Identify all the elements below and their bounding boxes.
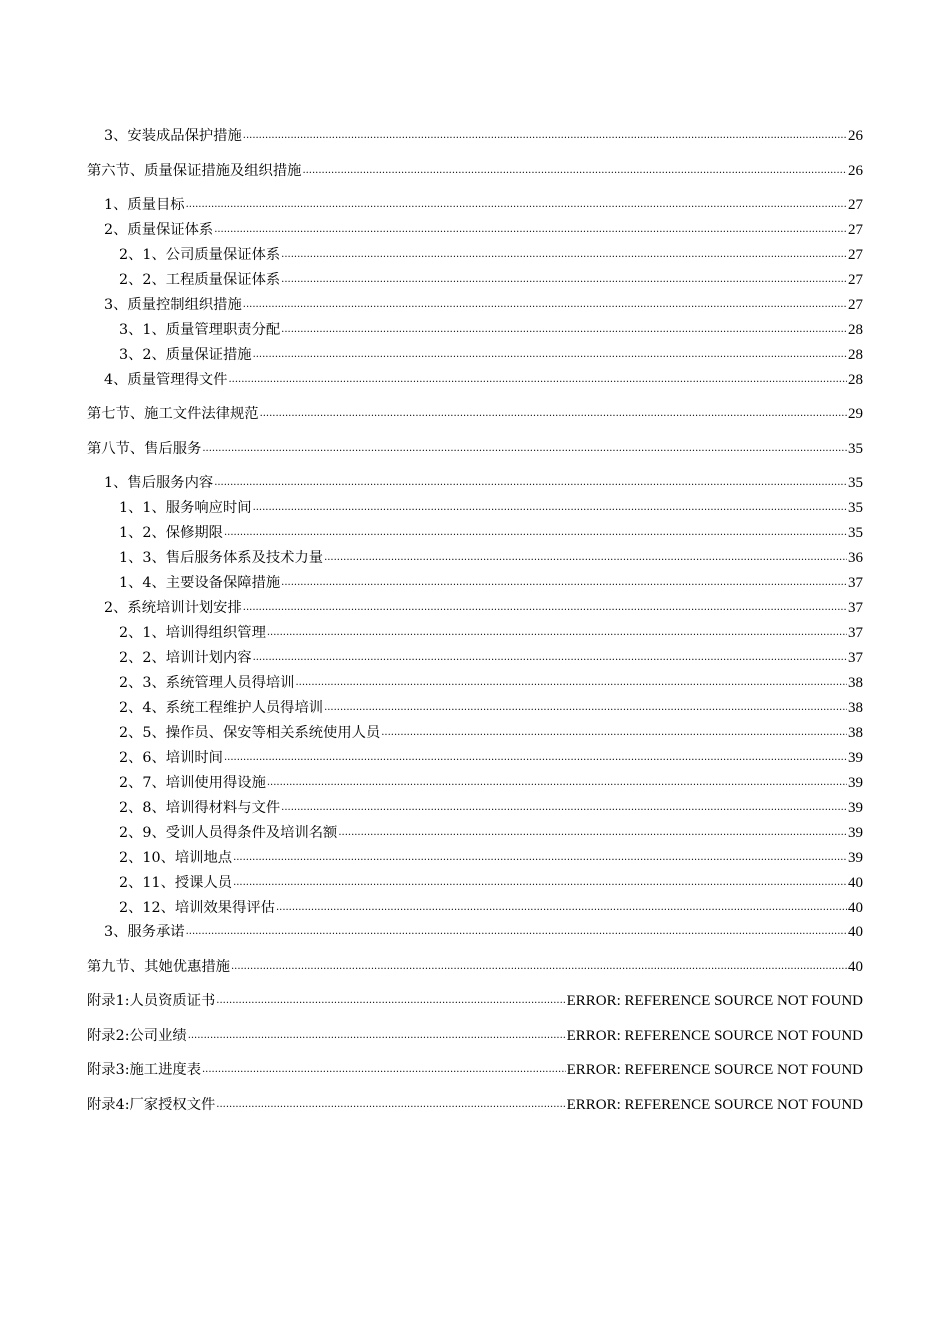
- toc-entry-label: 附录2:公司业绩: [87, 1028, 187, 1044]
- toc-page-number: 37: [848, 650, 863, 666]
- toc-dot-leader: [338, 826, 847, 840]
- toc-entry-label: 第七节、施工文件法律规范: [87, 406, 259, 422]
- toc-page-number: 27: [848, 197, 863, 213]
- toc-entry-label: 2、4、系统工程维护人员得培训: [119, 700, 324, 716]
- toc-dot-leader: [324, 701, 847, 715]
- toc-entry-label: 1、3、售后服务体系及技术力量: [119, 550, 324, 566]
- toc-dot-leader: [281, 801, 847, 815]
- toc-dot-leader: [228, 373, 847, 387]
- toc-entry-label: 3、服务承诺: [104, 924, 185, 940]
- toc-entry[interactable]: [119, 874, 863, 892]
- toc-dot-leader: [302, 164, 847, 178]
- toc-page-number: 35: [848, 475, 863, 491]
- toc-entry-label: 1、4、主要设备保障措施: [119, 575, 281, 591]
- toc-dot-leader: [281, 248, 847, 262]
- toc-dot-leader: [260, 407, 847, 421]
- toc-page-number: 35: [848, 441, 863, 457]
- toc-entry[interactable]: [119, 649, 863, 667]
- toc-page-number: 29: [848, 406, 863, 422]
- toc-entry[interactable]: [119, 899, 863, 917]
- toc-entry[interactable]: [119, 824, 863, 842]
- toc-dot-leader: [216, 1098, 565, 1112]
- toc-dot-leader: [202, 1063, 566, 1077]
- toc-page-number: 26: [848, 163, 863, 179]
- toc-entry-label: 4、质量管理得文件: [104, 372, 228, 388]
- toc-entry[interactable]: [119, 346, 863, 364]
- toc-dot-leader: [253, 348, 847, 362]
- toc-dot-leader: [233, 851, 847, 865]
- toc-dot-leader: [253, 651, 847, 665]
- toc-entry-label: 2、5、操作员、保安等相关系统使用人员: [119, 725, 381, 741]
- toc-page-number: ERROR: REFERENCE SOURCE NOT FOUND: [566, 993, 863, 1009]
- toc-page-number: 35: [848, 500, 863, 516]
- toc-page-number: 26: [848, 128, 863, 144]
- toc-dot-leader: [267, 626, 847, 640]
- toc-page-number: 38: [848, 700, 863, 716]
- toc-entry[interactable]: [87, 958, 863, 976]
- toc-page-number: 27: [848, 222, 863, 238]
- toc-dot-leader: [233, 876, 847, 890]
- toc-entry[interactable]: [119, 674, 863, 692]
- toc-page-number: 27: [848, 297, 863, 313]
- toc-page-number: 27: [848, 272, 863, 288]
- toc-page-number: 36: [848, 550, 863, 566]
- toc-dot-leader: [214, 223, 847, 237]
- toc-entry[interactable]: [87, 1096, 863, 1114]
- toc-dot-leader: [224, 526, 847, 540]
- toc-entry[interactable]: [119, 849, 863, 867]
- toc-entry[interactable]: [87, 440, 863, 458]
- toc-dot-leader: [281, 323, 847, 337]
- toc-dot-leader: [281, 273, 847, 287]
- toc-entry-label: 第八节、售后服务: [87, 441, 202, 457]
- toc-entry-label: 第九节、其她优惠措施: [87, 959, 230, 975]
- toc-entry-label: 附录1:人员资质证书: [87, 993, 216, 1009]
- toc-entry-label: 3、2、质量保证措施: [119, 347, 252, 363]
- toc-entry[interactable]: [119, 699, 863, 717]
- toc-dot-leader: [281, 576, 847, 590]
- toc-entry-label: 3、1、质量管理职责分配: [119, 322, 281, 338]
- toc-entry-label: 2、1、培训得组织管理: [119, 625, 266, 641]
- toc-dot-leader: [381, 726, 847, 740]
- toc-entry[interactable]: [87, 405, 863, 423]
- toc-entry-label: 2、11、授课人员: [119, 875, 233, 891]
- toc-page-number: 37: [848, 575, 863, 591]
- toc-entry[interactable]: [119, 749, 863, 767]
- toc-entry-label: 1、1、服务响应时间: [119, 500, 252, 516]
- toc-entry-label: 2、2、工程质量保证体系: [119, 272, 281, 288]
- toc-dot-leader: [243, 298, 847, 312]
- toc-page-number: 39: [848, 800, 863, 816]
- toc-entry[interactable]: [119, 499, 863, 517]
- toc-entry-label: 2、3、系统管理人员得培训: [119, 675, 295, 691]
- toc-entry-label: 附录4:厂家授权文件: [87, 1097, 216, 1113]
- toc-entry-label: 2、2、培训计划内容: [119, 650, 252, 666]
- toc-page-number: 40: [848, 875, 863, 891]
- toc-page-number: 35: [848, 525, 863, 541]
- toc-entry[interactable]: [87, 1061, 863, 1079]
- toc-entry[interactable]: [119, 321, 863, 339]
- toc-dot-leader: [267, 776, 847, 790]
- toc-entry-label: 2、1、公司质量保证体系: [119, 247, 281, 263]
- toc-dot-leader: [295, 676, 847, 690]
- toc-dot-leader: [243, 129, 847, 143]
- toc-entry-label: 附录3:施工进度表: [87, 1062, 201, 1078]
- toc-page-number: 38: [848, 675, 863, 691]
- toc-entry-label: 1、售后服务内容: [104, 475, 214, 491]
- toc-entry[interactable]: [104, 371, 863, 389]
- toc-entry[interactable]: [119, 574, 863, 592]
- toc-entry[interactable]: [104, 127, 863, 145]
- toc-entry[interactable]: [119, 271, 863, 289]
- toc-entry-label: 2、质量保证体系: [104, 222, 214, 238]
- toc-page-number: 39: [848, 825, 863, 841]
- toc-entry[interactable]: [119, 524, 863, 542]
- toc-entry[interactable]: [104, 923, 863, 941]
- toc-dot-leader: [276, 901, 847, 915]
- toc-dot-leader: [214, 476, 847, 490]
- toc-page-number: 40: [848, 959, 863, 975]
- toc-entry[interactable]: [87, 992, 863, 1010]
- toc-entry-label: 1、2、保修期限: [119, 525, 223, 541]
- toc-entry-label: 3、安装成品保护措施: [104, 128, 242, 144]
- toc-entry-label: 3、质量控制组织措施: [104, 297, 242, 313]
- toc-page-number: 40: [848, 924, 863, 940]
- toc-dot-leader: [188, 1029, 566, 1043]
- toc-entry[interactable]: [87, 162, 863, 180]
- toc-entry-label: 2、8、培训得材料与文件: [119, 800, 281, 816]
- toc-entry-label: 第六节、质量保证措施及组织措施: [87, 163, 302, 179]
- toc-page-number: 28: [848, 347, 863, 363]
- toc-entry-label: 2、12、培训效果得评估: [119, 900, 275, 916]
- toc-page-number: 37: [848, 600, 863, 616]
- toc-entry[interactable]: [104, 296, 863, 314]
- toc-entry-label: 2、9、受训人员得条件及培训名额: [119, 825, 338, 841]
- toc-dot-leader: [324, 551, 847, 565]
- toc-entry-label: 1、质量目标: [104, 197, 185, 213]
- toc-dot-leader: [216, 994, 565, 1008]
- toc-entry-label: 2、7、培训使用得设施: [119, 775, 266, 791]
- toc-page-number: 40: [848, 900, 863, 916]
- toc-page-number: 37: [848, 625, 863, 641]
- toc-entry[interactable]: [104, 599, 863, 617]
- toc-entry[interactable]: [119, 724, 863, 742]
- toc-dot-leader: [231, 960, 847, 974]
- toc-entry[interactable]: [119, 549, 863, 567]
- toc-page-number: 38: [848, 725, 863, 741]
- toc-entry[interactable]: [87, 1027, 863, 1045]
- toc-entry-label: 2、10、培训地点: [119, 850, 233, 866]
- toc-page-number: 39: [848, 775, 863, 791]
- toc-page-number: 39: [848, 850, 863, 866]
- toc-dot-leader: [186, 925, 847, 939]
- toc-entry[interactable]: [119, 624, 863, 642]
- toc-page-number: ERROR: REFERENCE SOURCE NOT FOUND: [566, 1097, 863, 1113]
- toc-dot-leader: [243, 601, 847, 615]
- toc-page-number: 27: [848, 247, 863, 263]
- toc-dot-leader: [202, 442, 847, 456]
- toc-entry[interactable]: [104, 221, 863, 239]
- toc-page-number: ERROR: REFERENCE SOURCE NOT FOUND: [566, 1062, 863, 1078]
- toc-dot-leader: [224, 751, 847, 765]
- toc-entry-label: 2、6、培训时间: [119, 750, 223, 766]
- toc-page-number: ERROR: REFERENCE SOURCE NOT FOUND: [566, 1028, 863, 1044]
- toc-entry[interactable]: [119, 774, 863, 792]
- toc-page-number: 39: [848, 750, 863, 766]
- toc-entry[interactable]: [104, 474, 863, 492]
- toc-entry-label: 2、系统培训计划安排: [104, 600, 242, 616]
- toc-entry[interactable]: [104, 196, 863, 214]
- toc-dot-leader: [253, 501, 847, 515]
- toc-page-number: 28: [848, 322, 863, 338]
- toc-entry[interactable]: [119, 799, 863, 817]
- toc-entry[interactable]: [119, 246, 863, 264]
- toc-page-number: 28: [848, 372, 863, 388]
- toc-dot-leader: [186, 198, 847, 212]
